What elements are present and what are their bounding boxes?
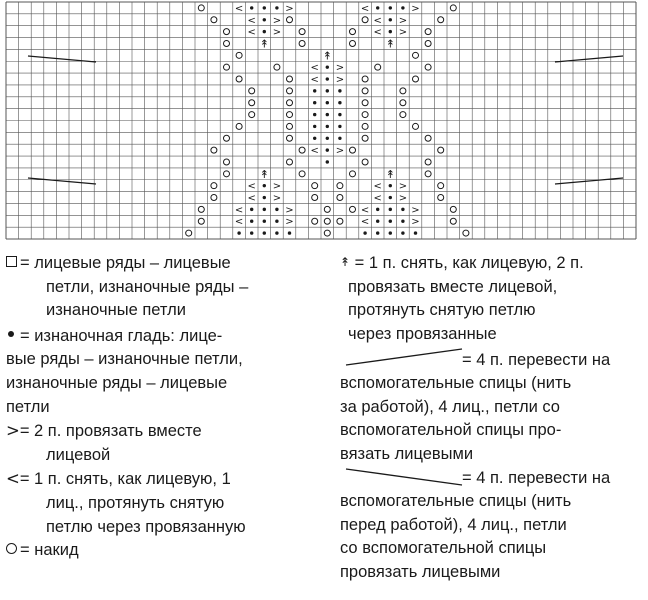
purl-mark [250,231,253,234]
purl-mark [338,137,341,140]
legend-ssk: <= 1 п. снять, как лицевую, 1 лиц., протянуть снятую петлю через провязанную [6,469,246,536]
ssk-mark: < [360,204,370,216]
yo-mark [249,88,255,94]
ssk-symbol: < [6,469,20,489]
ssk-mark: < [373,27,382,39]
k2tog-mark: > [272,181,282,193]
yo-mark [287,123,293,129]
k2tog-mark: > [285,3,294,15]
purl-mark [263,18,266,21]
purl-mark [263,30,266,33]
yo-mark [211,183,217,189]
yo-mark [350,171,356,177]
purl-mark [363,231,366,234]
yo-mark [224,29,230,35]
purl-mark [326,65,329,68]
sk2p-mark: ↟ [385,37,395,51]
purl-mark [414,231,417,234]
ssk-mark: < [310,62,319,74]
yo-mark [413,52,419,58]
yo-mark [312,183,318,189]
yo-mark [274,64,280,70]
purl-mark [263,184,266,187]
yo-mark [198,218,204,224]
yo-mark [287,88,293,94]
yo-mark [337,183,343,189]
ssk-mark: < [234,204,244,216]
legend-yo: = накид [6,539,326,563]
empty-square-icon [6,256,17,267]
purl-mark [338,125,341,128]
yo-mark [224,135,230,141]
ssk-mark: < [360,3,370,15]
k2tog-symbol: > [6,421,20,441]
yo-mark [236,52,242,58]
yo-mark [224,64,230,70]
k2tog-mark: > [411,3,420,15]
k2tog-mark: > [335,62,345,74]
yo-mark [287,100,293,106]
yo-mark [362,100,368,106]
yo-mark [299,171,305,177]
yo-mark [337,195,343,201]
purl-mark [338,101,341,104]
yo-mark [287,17,293,23]
yo-mark [198,206,204,212]
yo-mark [299,147,305,153]
k2tog-mark: > [285,216,294,228]
yo-mark [438,17,444,23]
yo-mark [287,76,293,82]
ssk-mark: < [234,3,244,15]
yo-mark [362,76,368,82]
yo-mark [425,64,431,70]
yo-mark [362,88,368,94]
yo-mark [211,147,217,153]
filled-dot-icon [8,331,14,337]
yo-mark [287,159,293,165]
purl-mark [326,125,329,128]
legend-right [340,252,645,584]
yo-mark [350,40,356,46]
purl-mark [376,231,379,234]
ssk-mark: < [373,181,382,193]
purl-mark [313,89,316,92]
yo-mark [450,5,456,11]
yo-mark [400,88,406,94]
knitting-chart [0,0,648,250]
sk2p-mark: ↟ [259,167,269,181]
yo-mark [350,29,356,35]
yo-mark [413,76,419,82]
chart-cables [28,56,623,184]
purl-mark [326,77,329,80]
yo-mark [324,218,330,224]
purl-mark [401,6,404,9]
yo-mark [438,183,444,189]
yo-mark [425,135,431,141]
chart-grid [6,2,636,239]
k2tog-mark: > [411,216,420,228]
yo-mark [224,171,230,177]
purl-mark [275,6,278,9]
yo-mark [400,100,406,106]
yo-mark [287,135,293,141]
purl-mark [263,208,266,211]
yo-mark [249,100,255,106]
yo-mark [438,195,444,201]
yo-mark [450,218,456,224]
k2tog-mark: > [398,27,408,39]
double-decrease-arrow-icon: ↟ [340,255,351,269]
ssk-mark: < [247,181,256,193]
yo-mark [299,40,305,46]
purl-mark [275,220,278,223]
yo-mark [350,206,356,212]
yo-mark [224,159,230,165]
yo-mark [362,135,368,141]
purl-mark [389,208,392,211]
yo-mark [337,218,343,224]
chart-symbols [186,3,469,236]
purl-mark [263,196,266,199]
sk2p-mark: ↟ [385,167,395,181]
yo-mark [224,40,230,46]
yo-mark [362,17,368,23]
purl-mark [326,113,329,116]
k2tog-mark: > [272,15,282,27]
purl-mark [275,231,278,234]
purl-mark [401,231,404,234]
purl-mark [313,113,316,116]
yo-mark [400,112,406,118]
k2tog-mark: > [335,145,345,157]
ssk-mark: < [310,74,319,86]
yo-mark [438,147,444,153]
yo-mark [362,123,368,129]
legend-k2tog: >= 2 п. провязать вместе лицевой [6,421,202,464]
legend-cable-front: = 4 п. перевести на вспомогательные спицы (нить перед работой), 4 лиц., петли со вспомогательной спицы провязать лицевыми [340,467,645,585]
yo-mark [287,112,293,118]
cable-line [555,178,623,184]
legend-purl: = изнаночная гладь: лице- вые ряды – изнаночные петли, изнаночные ряды – лицевые петли [6,326,243,416]
yo-mark [425,29,431,35]
purl-mark [288,231,291,234]
yo-mark [450,206,456,212]
purl-mark [389,18,392,21]
k2tog-mark: > [272,27,282,39]
purl-mark [263,6,266,9]
yo-mark [236,123,242,129]
k2tog-mark: > [398,193,408,205]
purl-mark [326,137,329,140]
yo-mark [375,64,381,70]
ssk-mark: < [373,15,382,27]
yo-mark [463,230,469,236]
ssk-mark: < [247,15,256,27]
ssk-mark: < [247,193,256,205]
open-circle-icon [6,543,17,554]
purl-mark [326,160,329,163]
ssk-mark: < [373,193,382,205]
purl-mark [326,101,329,104]
yo-mark [198,5,204,11]
purl-mark [250,208,253,211]
yo-mark [186,230,192,236]
purl-mark [389,6,392,9]
cable-back-line-icon [344,345,464,367]
purl-mark [313,137,316,140]
yo-mark [425,159,431,165]
legend-cable-back: = 4 п. перевести на вспомогательные спицы (нить за работой), 4 лиц., петли со вспомогательной спицы про- вязать лицевыми [340,349,645,467]
yo-mark [413,123,419,129]
purl-mark [326,148,329,151]
purl-mark [389,220,392,223]
sk2p-mark: ↟ [322,49,332,63]
yo-mark [236,76,242,82]
purl-mark [338,113,341,116]
purl-mark [389,196,392,199]
yo-mark [324,206,330,212]
yo-mark [299,29,305,35]
yo-mark [324,230,330,236]
purl-mark [376,208,379,211]
purl-mark [338,89,341,92]
purl-mark [389,30,392,33]
yo-mark [362,159,368,165]
k2tog-mark: > [272,193,282,205]
k2tog-mark: > [285,204,294,216]
k2tog-mark: > [398,181,408,193]
legend-sk2p: ↟ = 1 п. снять, как лицевую, 2 п. провязать вместе лицевой, протянуть снятую петлю через провязанные [340,252,645,347]
ssk-mark: < [360,216,370,228]
purl-mark [376,6,379,9]
purl-mark [250,220,253,223]
purl-mark [326,89,329,92]
yo-mark [425,40,431,46]
cable-front-line-icon [344,465,464,487]
purl-mark [401,208,404,211]
yo-mark [249,112,255,118]
yo-mark [362,112,368,118]
ssk-mark: < [247,27,256,39]
k2tog-mark: > [398,15,408,27]
yo-mark [312,218,318,224]
purl-mark [275,208,278,211]
yo-mark [350,147,356,153]
purl-mark [376,220,379,223]
cable-line [28,178,96,184]
purl-mark [263,231,266,234]
purl-mark [389,184,392,187]
purl-mark [313,101,316,104]
purl-mark [313,125,316,128]
sk2p-mark: ↟ [259,37,269,51]
purl-mark [389,231,392,234]
yo-mark [211,195,217,201]
legend-left [6,252,326,563]
ssk-mark: < [234,216,244,228]
yo-mark [425,171,431,177]
purl-mark [263,220,266,223]
yo-mark [312,195,318,201]
purl-mark [237,231,240,234]
k2tog-mark: > [335,74,345,86]
k2tog-mark: > [411,204,420,216]
ssk-mark: < [310,145,319,157]
purl-mark [401,220,404,223]
yo-mark [211,17,217,23]
purl-mark [250,6,253,9]
legend-knit: = лицевые ряды – лицевые петли, изнаночные ряды – изнаночные петли [6,252,326,323]
